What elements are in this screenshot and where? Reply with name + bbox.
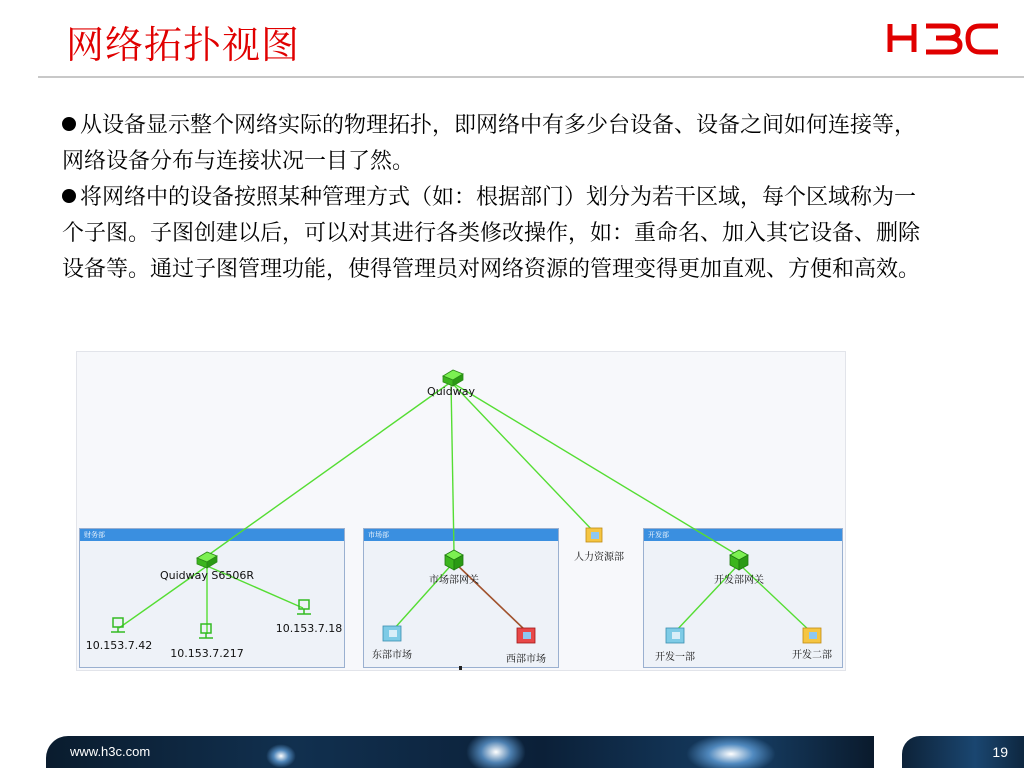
- footer-glow: [266, 744, 296, 768]
- node-gateway-label[interactable]: 市场部网关: [429, 575, 479, 586]
- subgraph-dev-title: 开发部: [644, 529, 842, 541]
- node-folder-label[interactable]: 开发一部: [655, 652, 695, 663]
- footer-glow: [466, 736, 526, 768]
- bullet-dot-icon: [62, 117, 76, 131]
- h3c-logo: [884, 18, 1002, 58]
- node-gateway-label[interactable]: 开发部网关: [714, 575, 764, 586]
- folder-icon: [586, 528, 602, 542]
- link: [451, 382, 594, 532]
- node-host-label[interactable]: 10.153.7.217: [170, 647, 244, 660]
- marker: [459, 666, 462, 670]
- bullet-item: 将网络中的设备按照某种管理方式（如：根据部门）划分为若干区域，每个区域称为一个子图。子图创建以后，可以对其进行各类修改操作，如：重命名、加入其它设备、删除设备等。通过子图管理功能，使得管理员对网络资源的管理变得更加直观、方便和高效。: [62, 185, 921, 282]
- folder-icon: [803, 628, 821, 643]
- topology-view[interactable]: [77, 352, 845, 670]
- subgraph-finance-title: 财务部: [80, 529, 344, 541]
- node-folder-label[interactable]: 东部市场: [372, 650, 412, 661]
- node-host-label[interactable]: 10.153.7.18: [275, 622, 343, 635]
- node-folder-label[interactable]: 开发二部: [792, 650, 832, 661]
- bullet-dot-icon: [62, 189, 76, 203]
- host-icon: [111, 618, 125, 632]
- link: [207, 382, 451, 556]
- node-root-label[interactable]: Quidway: [427, 385, 475, 398]
- page-number: 19: [992, 744, 1008, 760]
- folder-icon: [666, 628, 684, 643]
- folder-icon: [383, 626, 401, 641]
- topology-links: [77, 352, 845, 670]
- link: [451, 382, 454, 552]
- title-divider: [38, 76, 1024, 78]
- footer-banner: [46, 736, 874, 768]
- footer: [0, 730, 1024, 768]
- switch-icon: [197, 552, 217, 568]
- footer-url[interactable]: www.h3c.com: [70, 744, 151, 759]
- node-switch-label[interactable]: Quidway S6506R: [159, 569, 255, 582]
- footer-glow: [686, 736, 776, 768]
- folder-icon: [517, 628, 535, 643]
- bullet-item: 从设备显示整个网络实际的物理拓扑，即网络中有多少台设备、设备之间如何连接等，网络设备分布与连接状况一目了然。: [62, 113, 917, 174]
- host-icon: [199, 624, 213, 638]
- footer-page-area: [902, 736, 1024, 768]
- subgraph-market-title: 市场部: [364, 529, 558, 541]
- host-icon: [297, 600, 311, 614]
- node-folder-label[interactable]: 西部市场: [506, 654, 546, 665]
- slide-title: 网络拓扑视图: [66, 23, 301, 67]
- node-host-label[interactable]: 10.153.7.42: [85, 639, 153, 652]
- node-folder-label[interactable]: 人力资源部: [574, 552, 624, 563]
- bullet-list: [62, 108, 932, 288]
- switch-icon: [443, 370, 463, 386]
